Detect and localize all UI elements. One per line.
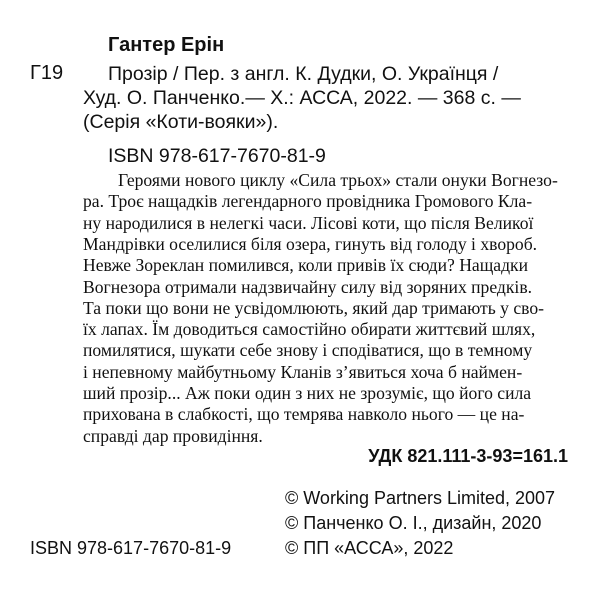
annotation-line: прихована в слабкості, що темрява навколо нього — це на-	[83, 404, 525, 425]
annotation-line: і непевному майбутньому Кланів з’явиться хоча б наймен-	[83, 361, 523, 382]
annotation-line: Та поки що вони не усвідомлюють, який дар тримають у сво-	[83, 297, 544, 318]
annotation-line: помилятися, шукати себе знову і сподіватися, що в темному	[83, 340, 533, 361]
annotation-line: ший прозір... Аж поки один з них не зрозуміє, що його сила	[83, 383, 532, 403]
isbn-bottom: ISBN 978-617-7670-81-9	[30, 538, 232, 558]
annotation-line: справді дар провидіння.	[83, 425, 263, 446]
annotation-line: Мандрівки оселилися біля озера, гинуть від голоду і хвороб.	[83, 233, 538, 254]
author-name: Гантер Ерін	[108, 34, 225, 56]
annotation-line: Невже Зореклан помилився, коли привів їх сюди? Нащадки	[83, 255, 528, 276]
annotation-line: Вогнезора отримали надзвичайну силу від зоряних предків.	[83, 276, 533, 297]
bibliographic-line-2: Худ. О. Панченко.— Х.: АССА, 2022. — 368 с. —	[83, 87, 521, 109]
annotation-line: ра. Троє нащадків легендарного провідника Громового Кла-	[83, 191, 533, 212]
copyright-line: © Working Partners Limited, 2007	[285, 488, 556, 508]
copyright-line: © ПП «АССА», 2022	[285, 538, 454, 558]
isbn-top: ISBN 978-617-7670-81-9	[108, 145, 326, 167]
annotation-line: їх лапах. Їм доводиться самостійно обирати життєвий шлях,	[83, 319, 536, 340]
bibliographic-line-3: (Серія «Коти-вояки»).	[83, 111, 279, 133]
copyright-line: © Панченко О. І., дизайн, 2020	[285, 513, 542, 533]
annotation-line: ну народилися в нелегкі часи. Лісові коти, що після Великої	[83, 212, 534, 233]
annotation-line: Героями нового циклу «Сила трьох» стали онуки Вогнезо-	[118, 170, 558, 190]
udk-code: УДК 821.111-3-93=161.1	[368, 446, 568, 466]
bibliographic-line-1: Прозір / Пер. з англ. К. Дудки, О. Українця /	[108, 63, 499, 85]
author-index: Г19	[30, 62, 64, 84]
